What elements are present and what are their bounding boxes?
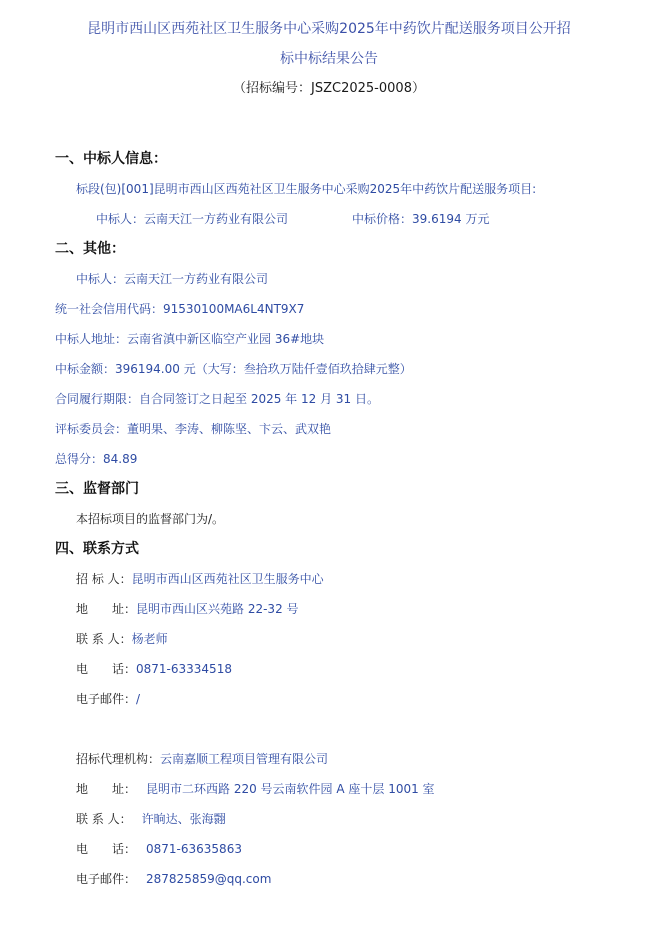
section-4-heading: 四、联系方式	[55, 541, 139, 557]
tenderer-phone-label: 电 话：	[76, 662, 137, 676]
tenderer-address: 昆明市西山区兴苑路 22-32 号	[136, 602, 299, 616]
credit-code: 统一社会信用代码：91530100MA6L4NT9X7	[55, 302, 305, 316]
total-score: 总得分：84.89	[55, 452, 138, 466]
agency-name-label: 招标代理机构：	[76, 752, 161, 766]
winning-amount: 中标金额：396194.00 元（大写：叁拾玖万陆仟壹佰玖拾肆元整）	[55, 362, 412, 376]
agency-address: 昆明市二环西路 220 号云南软件园 A 座十层 1001 室	[146, 782, 435, 796]
notice-title-line-2: 标中标结果公告	[280, 51, 378, 67]
price-line: 中标价格：39.6194 万元	[352, 212, 490, 226]
evaluation-committee: 评标委员会：董明果、李涛、柳陈坚、卞云、武双艳	[55, 422, 332, 436]
tenderer-email: /	[136, 692, 141, 706]
section-1-heading: 一、中标人信息：	[55, 151, 167, 167]
agency-name: 云南嘉顺工程项目管理有限公司	[160, 752, 329, 766]
tenderer-phone: 0871-63334518	[136, 662, 232, 676]
tenderer-contact-label: 联 系 人：	[76, 632, 132, 646]
notice-title-line-1: 昆明市西山区西苑社区卫生服务中心采购2025年中药饮片配送服务项目公开招	[87, 21, 571, 37]
agency-name-row	[76, 752, 328, 766]
tenderer-contact: 杨老师	[131, 632, 168, 646]
section-2-heading: 二、其他：	[55, 241, 125, 257]
tenderer-phone-row	[76, 662, 232, 676]
lot-line: 标段(包)[001]昆明市西山区西苑社区卫生服务中心采购2025年中药饮片配送服务项目:	[76, 182, 537, 196]
other-winner: 中标人：云南天江一方药业有限公司	[76, 272, 269, 286]
winner-address: 中标人地址：云南省滇中新区临空产业园 36#地块	[55, 332, 325, 346]
agency-contact-row	[76, 812, 226, 826]
agency-contact: 许晌达、张海翾	[141, 812, 226, 826]
agency-email-row	[76, 872, 271, 886]
agency-email-label: 电子邮件：	[76, 872, 137, 886]
agency-phone-label: 电 话：	[76, 842, 137, 856]
agency-contact-label: 联 系 人：	[76, 812, 132, 826]
agency-phone: 0871-63635863	[146, 842, 242, 856]
tenderer-name-label: 招 标 人：	[76, 572, 132, 586]
tenderer-email-label: 电子邮件：	[76, 692, 137, 706]
agency-phone-row	[76, 842, 242, 856]
tenderer-address-row	[76, 602, 299, 616]
tenderer-email-row	[76, 692, 140, 706]
agency-email: 287825859@qq.com	[146, 872, 272, 886]
tender-code: （招标编号：JSZC2025-0008）	[233, 81, 425, 96]
tenderer-name: 昆明市西山区西苑社区卫生服务中心	[131, 572, 324, 586]
supervision-text: 本招标项目的监督部门为/。	[76, 512, 225, 526]
tenderer-address-label: 地 址：	[76, 602, 137, 616]
agency-address-label: 地 址：	[76, 782, 137, 796]
tenderer-name-row	[76, 572, 324, 586]
tenderer-contact-row	[76, 632, 168, 646]
section-3-heading: 三、监督部门	[55, 481, 139, 497]
winner-line: 中标人：云南天江一方药业有限公司	[96, 212, 289, 226]
contract-term: 合同履行期限：自合同签订之日起至 2025 年 12 月 31 日。	[55, 392, 379, 406]
agency-address-row	[76, 782, 435, 796]
